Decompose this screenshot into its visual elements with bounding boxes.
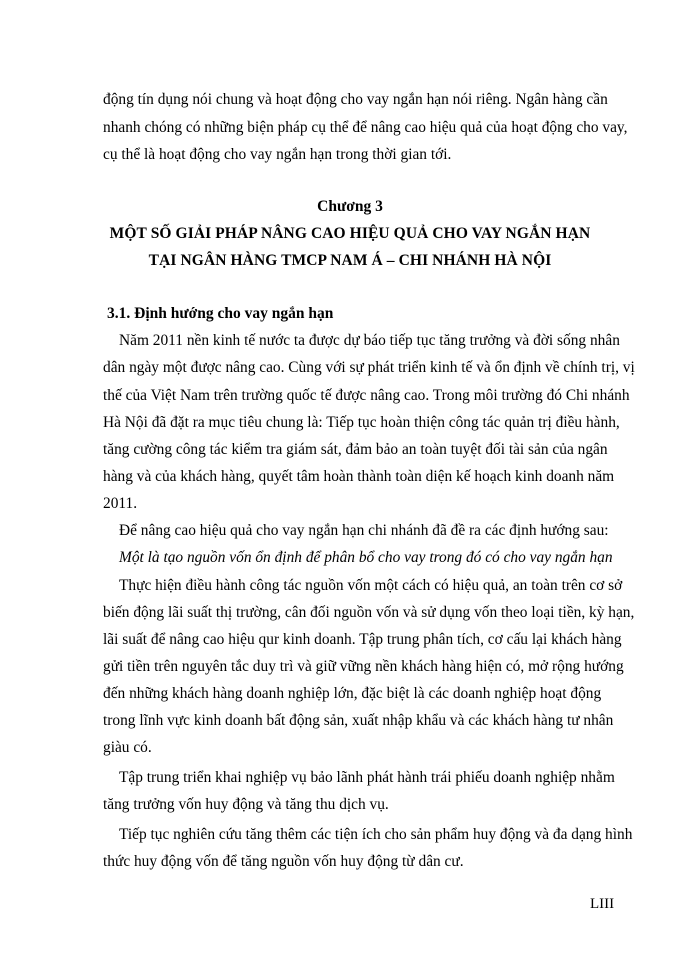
paragraph5-line-2: thức huy động vốn để tăng nguồn vốn huy động từ dân cư.	[103, 853, 464, 870]
paragraph3-line-2: biến động lãi suất thị trường, cân đối nguồn vốn và sử dụng vốn theo loại tiền, kỳ hạn,	[103, 604, 635, 621]
paragraph1-line-5: tăng cường công tác kiểm tra giám sát, đảm bảo an toàn tuyệt đối tài sản của ngân	[103, 441, 608, 458]
paragraph3-line-5: đến những khách hàng doanh nghiệp lớn, đặc biệt là các doanh nghiệp hoạt động	[103, 685, 602, 702]
italic-heading: Một là tạo nguồn vốn ổn định để phân bổ cho vay trong đó có cho vay ngắn hạn	[119, 549, 613, 566]
paragraph3-line-1: Thực hiện điều hành công tác nguồn vốn một cách có hiệu quả, an toàn trên cơ sở	[119, 577, 623, 594]
chapter-title-line-1: MỘT SỐ GIẢI PHÁP NÂNG CAO HIỆU QUẢ CHO VAY NGẮN HẠN	[109, 225, 591, 242]
paragraph3-line-6: trong lĩnh vực kinh doanh bất động sản, xuất nhập khẩu và các khách hàng tư nhân	[103, 712, 614, 729]
paragraph1-line-3: thế của Việt Nam trên trường quốc tế được nâng cao. Trong môi trường đó Chi nhánh	[103, 387, 630, 404]
chapter-label: Chương 3	[317, 198, 383, 215]
paragraph1-line-6: hàng và của khách hàng, quyết tâm hoàn thành toàn diện kế hoạch kinh doanh năm	[103, 468, 615, 485]
page-number: LIII	[590, 896, 615, 912]
section-heading: 3.1. Định hướng cho vay ngắn hạn	[107, 305, 334, 322]
paragraph2: Để nâng cao hiệu quả cho vay ngắn hạn chi nhánh đã đề ra các định hướng sau:	[119, 522, 609, 539]
paragraph3-line-7: giàu có.	[103, 739, 152, 756]
paragraph1-line-2: dân ngày một được nâng cao. Cùng với sự phát triển kinh tế và ổn định về chính trị, vị	[103, 359, 635, 376]
paragraph1-line-7: 2011.	[103, 495, 138, 512]
paragraph1-line-1: Năm 2011 nền kinh tế nước ta được dự báo tiếp tục tăng trưởng và đời sống nhân	[119, 332, 620, 349]
paragraph3-line-3: lãi suất để nâng cao hiệu qur kinh doanh. Tập trung phân tích, cơ cấu lại khách hàng	[103, 631, 622, 648]
paragraph5-line-1: Tiếp tục nghiên cứu tăng thêm các tiện ích cho sản phẩm huy động và đa dạng hình	[119, 826, 633, 843]
paragraph1-line-4: Hà Nội đã đặt ra mục tiêu chung là: Tiếp tục hoàn thiện công tác quản trị điều hành,	[103, 414, 620, 431]
paragraph4-line-2: tăng trưởng vốn huy động và tăng thu dịch vụ.	[103, 796, 389, 813]
intro-line-3: cụ thể là hoạt động cho vay ngắn hạn trong thời gian tới.	[103, 146, 452, 163]
chapter-title-line-2: TẠI NGÂN HÀNG TMCP NAM Á – CHI NHÁNH HÀ NỘI	[148, 252, 552, 269]
paragraph3-line-4: gửi tiền trên nguyên tắc duy trì và giữ vững nền khách hàng hiện có, mở rộng hướng	[103, 658, 624, 675]
intro-line-2: nhanh chóng có những biện pháp cụ thể để nâng cao hiệu quả của hoạt động cho vay,	[103, 119, 628, 136]
paragraph4-line-1: Tập trung triển khai nghiệp vụ bảo lãnh phát hành trái phiếu doanh nghiệp nhằm	[119, 769, 615, 786]
intro-line-1: động tín dụng nói chung và hoạt động cho vay ngắn hạn nói riêng. Ngân hàng cần	[103, 91, 608, 108]
